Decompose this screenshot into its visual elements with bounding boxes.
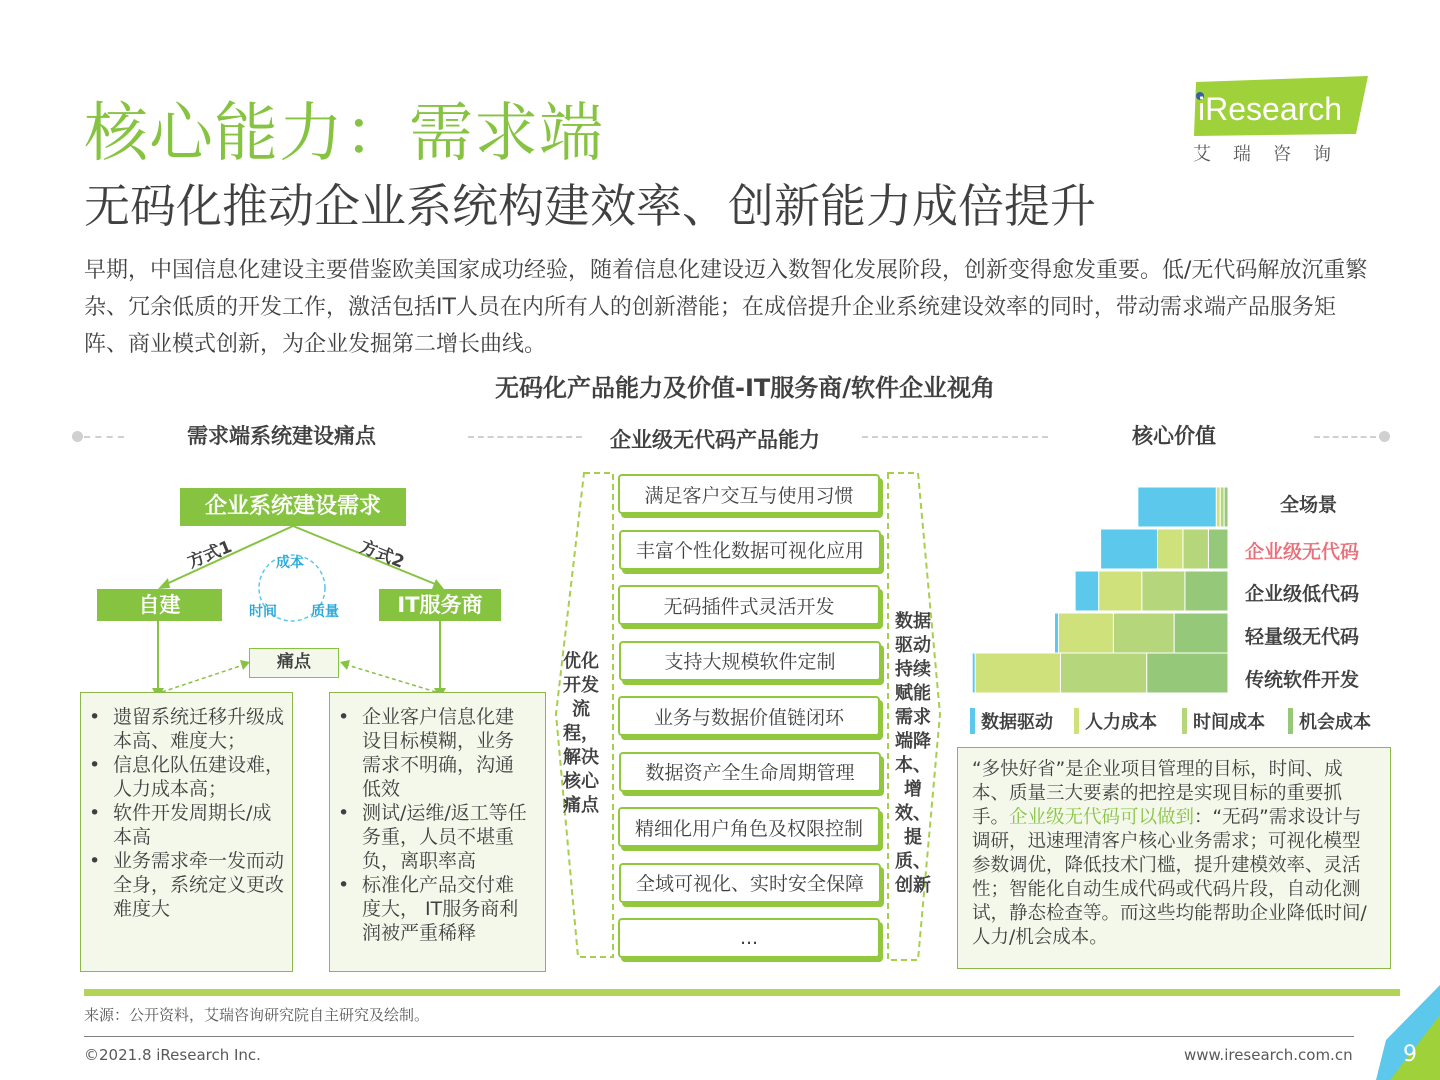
capability-item: 全域可视化、实时安全保障 xyxy=(619,863,881,903)
footer-bar xyxy=(84,989,1400,996)
legend-item xyxy=(1182,708,1265,734)
intro-paragraph: 早期，中国信息化建设主要借鉴欧美国家成功经验，随着信息化建设迈入数智化发展阶段，创新变得愈发重要。低/无代码解放沉重繁杂、冗余低质的开发工作，激活包括IT人员在内所有人的创新潜能；在成倍提升企业系统建设效率的同时，带动需求端产品服务矩阵、商业模式创新，为企业发掘第二增长曲线。 xyxy=(84,258,1368,357)
bar-segment xyxy=(1113,613,1174,653)
legend-item xyxy=(970,708,1053,734)
legend-swatch xyxy=(1288,708,1293,734)
separator-line xyxy=(1314,436,1376,438)
bar-segment xyxy=(1220,487,1224,527)
capability-item: 精细化用户角色及权限控制 xyxy=(618,807,880,847)
bar-segment xyxy=(1142,571,1185,611)
section-heading-capabilities: 企业级无代码产品能力 xyxy=(610,428,820,452)
legend-swatch xyxy=(970,708,975,734)
bar-segment xyxy=(1060,653,1146,693)
description-highlight: 企业级无代码可以做到 xyxy=(1009,807,1195,828)
pain-point-item: • 信息化队伍建设难，人力成本高； xyxy=(81,753,288,801)
bar-segment xyxy=(972,653,975,693)
source-note: 来源：公开资料，艾瑞咨询研究院自主研究及绘制。 xyxy=(84,1006,430,1024)
bar-segment xyxy=(1224,487,1228,527)
pain-point-item: • 软件开发周期长/成本高 xyxy=(81,801,288,849)
capability-item: 无码插件式灵活开发 xyxy=(618,585,880,625)
chart-category-label: 轻量级无代码 xyxy=(1245,626,1360,648)
footer-divider xyxy=(84,1036,1354,1037)
bar-segment xyxy=(1157,529,1182,569)
pain-point-item: • 测试/运维/返工等任务重，人员不堪重负，离职率高 xyxy=(330,801,531,873)
figure-title: 无码化产品能力及价值-IT服务商/软件企业视角 xyxy=(494,374,996,402)
capability-item: 业务与数据价值链闭环 xyxy=(618,696,880,736)
chart-category-label: 企业级低代码 xyxy=(1245,583,1360,605)
legend-item xyxy=(1288,708,1371,734)
section-heading-pain-points: 需求端系统建设痛点 xyxy=(187,424,376,448)
capability-item: ... xyxy=(618,918,880,958)
separator-dot-right xyxy=(1379,431,1390,442)
description-text: “多快好省”是企业项目管理的目标，时间、成本、质量三大要素的把控是实现目标的重要抓手。 xyxy=(972,759,1343,828)
legend-swatch xyxy=(1182,708,1187,734)
chart-category-label: 企业级无代码 xyxy=(1245,541,1360,563)
pain-point-label: 痛点 xyxy=(249,648,339,678)
enterprise-system-demand-box: 企业系统建设需求 xyxy=(180,488,406,526)
triangle-time-label: 时间 xyxy=(249,604,277,620)
bar-segment xyxy=(1216,487,1220,527)
pain-point-item: • 遗留系统迁移升级成本高、难度大； xyxy=(81,705,288,753)
page-title: 核心能力：需求端 xyxy=(84,97,604,171)
description-text-after: ：“无码”需求设计与调研，迅速理清客户核心业务需求；可视化模型参数调优，降低技术门槛，提升建模效率、灵活性；智能化自动生成代码或代码片段，自动化测试，静态检查等。而这些均能帮助企业降低时间/人力/机会成本。 xyxy=(972,807,1367,948)
bar-segment xyxy=(1183,529,1208,569)
page-number: 9 xyxy=(1403,1042,1417,1067)
copyright: ©2021.8 iResearch Inc. xyxy=(84,1046,261,1064)
bar-segment xyxy=(1185,571,1228,611)
legend-label: 数据驱动 xyxy=(981,712,1053,733)
page-subtitle: 无码化推动企业系统构建效率、创新能力成倍提升 xyxy=(84,179,1096,233)
website-link[interactable]: www.iresearch.com.cn xyxy=(1184,1046,1353,1064)
pain-point-item: • 标准化产品交付难度大， IT服务商利润被严重稀释 xyxy=(330,873,531,945)
self-build-box: 自建 xyxy=(97,589,222,621)
bar-segment xyxy=(1101,529,1158,569)
bar-segment xyxy=(1055,613,1059,653)
legend-label: 人力成本 xyxy=(1085,712,1157,733)
core-value-chart xyxy=(960,478,1440,738)
triangle-cost-label: 成本 xyxy=(276,555,304,571)
bar-segment xyxy=(1075,571,1099,611)
legend-label: 机会成本 xyxy=(1299,712,1371,733)
svg-text:iResearch: iResearch xyxy=(1198,91,1343,127)
chart-category-label: 传统软件开发 xyxy=(1245,669,1360,691)
bar-segment xyxy=(1058,613,1113,653)
it-service-box: IT服务商 xyxy=(379,589,501,621)
bar-segment xyxy=(1099,571,1142,611)
optimize-process-label: 优化开发流程，解决核心痛点 xyxy=(563,651,599,816)
capability-item: 满足客户交互与使用习惯 xyxy=(618,474,880,514)
bar-segment xyxy=(1147,653,1228,693)
section-heading-core-value: 核心价值 xyxy=(1132,424,1216,448)
bar-segment xyxy=(975,653,1060,693)
legend-item xyxy=(1074,708,1157,734)
capability-item: 支持大规模软件定制 xyxy=(619,641,881,681)
way1-label: 方式1 xyxy=(184,536,235,573)
bar-segment xyxy=(1208,529,1228,569)
legend-swatch xyxy=(1074,708,1079,734)
bar-segment xyxy=(1138,487,1216,527)
capability-item: 丰富个性化数据可视化应用 xyxy=(619,530,881,570)
pain-point-item: • 企业客户信息化建设目标模糊，业务需求不明确，沟通低效 xyxy=(330,705,531,801)
logo-chinese-text: 艾瑞咨询 xyxy=(1193,144,1353,165)
bar-segment xyxy=(1174,613,1228,653)
pain-point-item: • 业务需求牵一发而动全身，系统定义更改难度大 xyxy=(81,849,288,921)
data-driven-label: 数据驱动持续赋能需求端降本、增效、提质、创新 xyxy=(895,611,931,896)
capability-item: 数据资产全生命周期管理 xyxy=(619,752,881,792)
triangle-quality-label: 质量 xyxy=(311,604,339,620)
core-value-description xyxy=(957,747,1391,969)
way2-label: 方式2 xyxy=(356,536,407,573)
legend-label: 时间成本 xyxy=(1193,712,1265,733)
chart-category-label: 全场景 xyxy=(1280,494,1338,516)
